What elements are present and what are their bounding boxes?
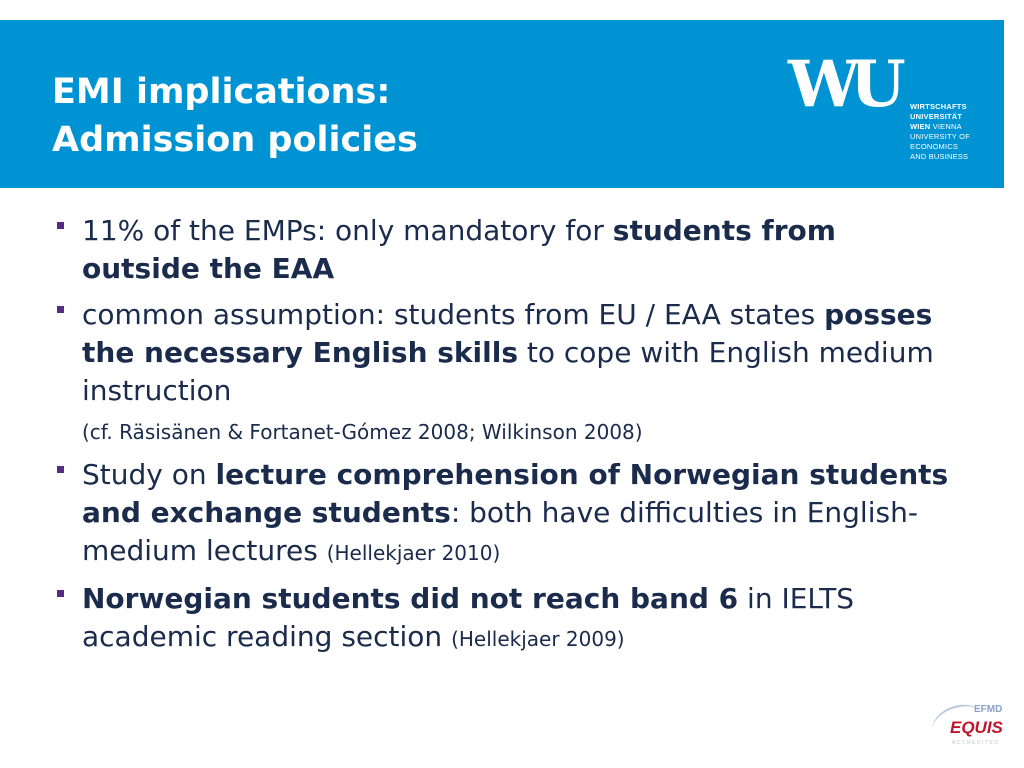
bullet-text: Study on <box>82 458 216 491</box>
bullet-item <box>56 580 956 658</box>
wu-logo-text <box>910 102 970 162</box>
slide-title <box>52 68 418 164</box>
square-bullet-icon <box>57 466 64 473</box>
bullet-item <box>56 296 956 410</box>
citation: (Hellekjaer 2010) <box>326 541 501 565</box>
equis-org: EFMD <box>974 704 1003 715</box>
bullet-text: : both have difficulties in English-medium lectures <box>82 496 918 567</box>
wu-logo-mark: WU <box>788 47 896 122</box>
wu-logo <box>788 47 978 170</box>
equis-sub: ACCREDITED <box>952 740 1000 746</box>
title-line-2: Admission policies <box>52 120 418 160</box>
square-bullet-icon <box>57 222 64 229</box>
bullet-emphasis: students from outside the EAA <box>82 214 836 285</box>
bullet-text: 11% of the EMPs: only mandatory for <box>82 214 613 247</box>
bullet-text: in IELTS academic reading section <box>82 582 855 653</box>
logo-line: WIRTSCHAFTS <box>910 102 967 111</box>
bullet-emphasis: Norwegian students did not reach band 6 <box>82 582 739 615</box>
logo-line: ECONOMICS <box>910 142 959 151</box>
bullet-emphasis: posses the necessary English skills <box>82 298 933 369</box>
equis-name: EQUIS <box>950 718 1003 737</box>
bullet-emphasis: lecture comprehension of Norwegian students and exchange students <box>82 458 949 529</box>
logo-line: UNIVERSITY OF <box>910 132 970 141</box>
square-bullet-icon <box>57 306 64 313</box>
bullet-text: to cope with English medium instruction <box>82 336 934 407</box>
logo-line: UNIVERSITÄT <box>910 112 963 121</box>
bullet-item <box>56 212 956 288</box>
logo-line: VIENNA <box>932 122 962 131</box>
logo-line: WIEN <box>910 122 931 131</box>
equis-accreditation-logo <box>928 696 1008 756</box>
reference-note: (cf. Räsisänen & Fortanet-Gómez 2008; Wilkinson 2008) <box>82 420 643 444</box>
citation: (Hellekjaer 2009) <box>451 627 625 651</box>
logo-line: AND BUSINESS <box>910 152 969 161</box>
bullet-text: common assumption: students from EU / EAA states <box>82 298 825 331</box>
title-line-1: EMI implications: <box>52 72 391 112</box>
header-banner <box>0 20 1004 188</box>
logo-line-wien-vienna <box>910 122 970 132</box>
bullet-list <box>56 212 956 658</box>
bullet-item <box>56 456 956 572</box>
square-bullet-icon <box>57 590 64 597</box>
